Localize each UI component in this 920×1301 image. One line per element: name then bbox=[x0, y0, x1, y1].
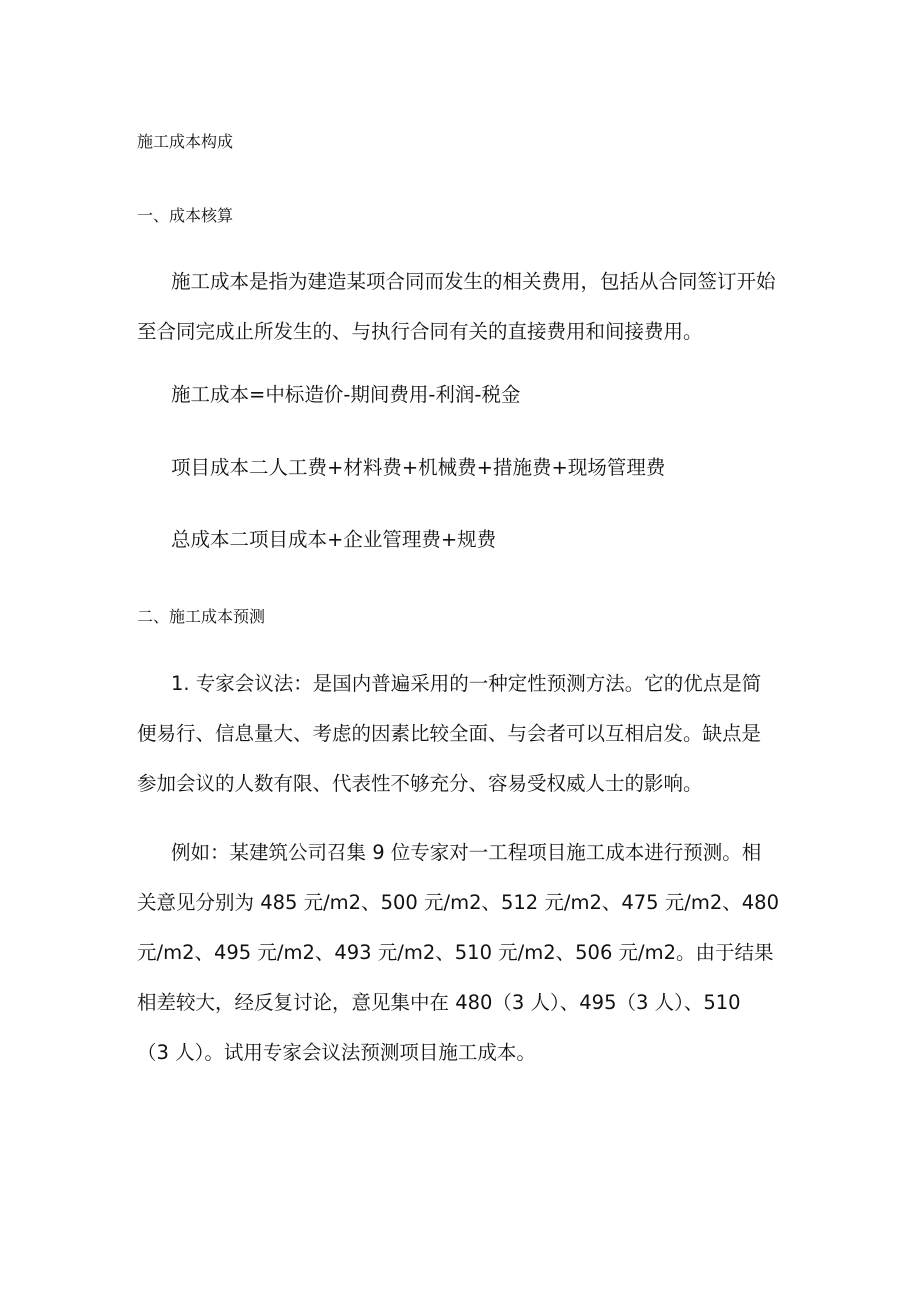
paragraph-line: 例如：某建筑公司召集 9 位专家对一工程项目施工成本进行预测。相 bbox=[171, 841, 762, 864]
document-title: 施工成本构成 bbox=[137, 132, 234, 151]
formula-total-cost bbox=[137, 515, 787, 565]
paragraph-line: 元/m2、495 元/m2、493 元/m2、510 元/m2、506 元/m2。由于结果 bbox=[137, 941, 774, 964]
paragraph-line: 便易行、信息量大、考虑的因素比较全面、与会者可以互相启发。缺点是 bbox=[137, 722, 762, 745]
paragraph-line: 关意见分别为 485 元/m2、500 元/m2、512 元/m2、475 元/m2、480 bbox=[137, 891, 779, 914]
formula-line: 施工成本=中标造价-期间费用-利润-税金 bbox=[171, 383, 521, 406]
definition-paragraph bbox=[137, 257, 787, 357]
paragraph-line: 相差较大，经反复讨论，意见集中在 480（3 人）、495（3 人）、510 bbox=[137, 991, 741, 1014]
expert-method-paragraph bbox=[137, 659, 787, 809]
formula-line: 总成本二项目成本+企业管理费+规费 bbox=[171, 528, 497, 551]
formula-construction-cost bbox=[137, 370, 787, 420]
paragraph-line: 1. 专家会议法：是国内普遍采用的一种定性预测方法。它的优点是简 bbox=[171, 672, 762, 695]
section-heading-cost-forecast: 二、施工成本预测 bbox=[137, 607, 266, 626]
formula-project-cost bbox=[137, 443, 787, 493]
paragraph-line: 至合同完成止所发生的、与执行合同有关的直接费用和间接费用。 bbox=[137, 320, 703, 343]
paragraph-line: （3 人）。试用专家会议法预测项目施工成本。 bbox=[137, 1041, 536, 1064]
paragraph-line: 参加会议的人数有限、代表性不够充分、容易受权威人士的影响。 bbox=[137, 772, 703, 795]
example-paragraph bbox=[137, 828, 787, 1078]
paragraph-line: 施工成本是指为建造某项合同而发生的相关费用，包括从合同签订开始 bbox=[171, 270, 776, 293]
formula-line: 项目成本二人工费+材料费+机械费+措施费+现场管理费 bbox=[171, 456, 666, 479]
section-heading-cost-accounting: 一、成本核算 bbox=[137, 206, 234, 225]
